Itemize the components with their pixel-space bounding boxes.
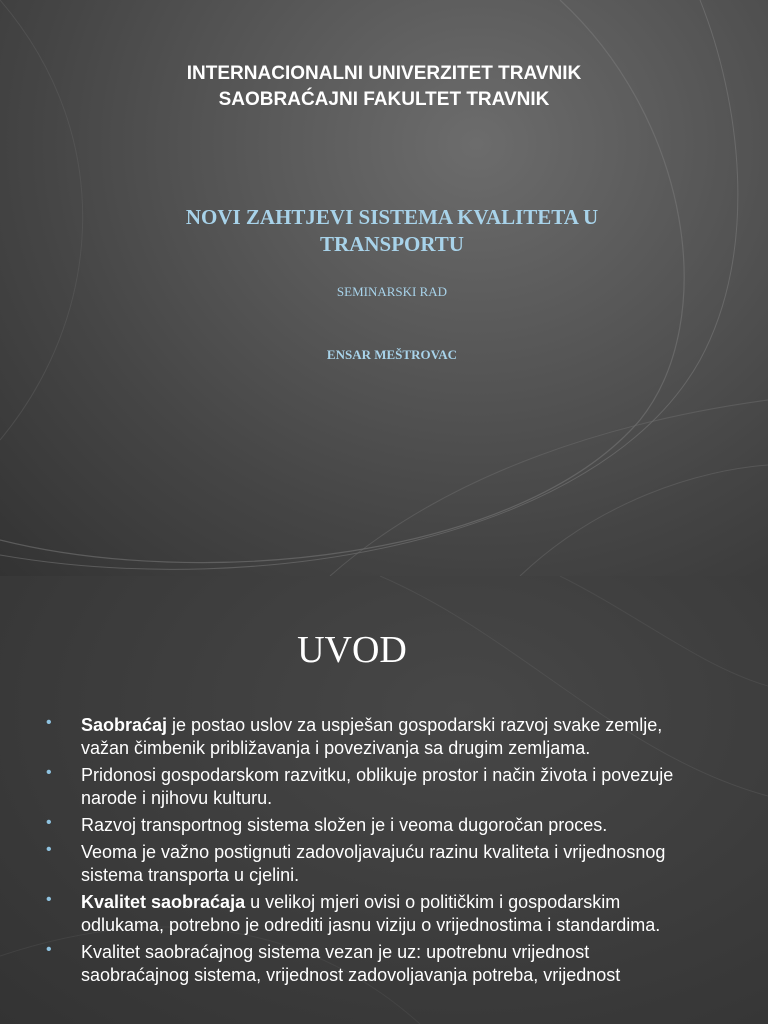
bold-term: Saobraćaj — [81, 715, 168, 735]
bullet-icon: • — [46, 941, 52, 958]
author-name: ENSAR MEŠTROVAC — [326, 347, 458, 362]
list-item — [46, 714, 686, 760]
bullet-text: Razvoj transportnog sistema složen je i veoma dugoročan proces. — [81, 815, 608, 835]
intro-slide — [0, 576, 768, 1024]
list-item — [46, 814, 686, 837]
presentation-title — [0, 204, 768, 258]
bold-term: Kvalitet saobraćaja — [81, 892, 246, 912]
subtitle: SEMINARSKI RAD — [336, 284, 448, 299]
list-item — [46, 764, 686, 810]
bullet-text: Kvalitet saobraćajnog sistema vezan je uz: upotrebnu vrijednost saobraćajnog sistema, vrijednost zadovoljavanja potreba, vrijednost — [81, 942, 621, 985]
bullet-text: u velikoj mjeri ovisi o političkim i gospodarskim odlukama, potrebno je odrediti jasnu viziju o vrijednostima i standardima. — [81, 892, 661, 935]
bullet-text: Pridonosi gospodarskom razvitku, oblikuje prostor i način života i povezuje narode i njihovu kulturu. — [81, 765, 674, 808]
bullet-list — [46, 714, 686, 991]
bullet-icon: • — [46, 714, 52, 731]
title-line-2: TRANSPORTU — [320, 232, 464, 256]
bullet-icon: • — [46, 764, 52, 781]
bullet-text: je postao uslov za uspješan gospodarski razvoj svake zemlje, važan čimbenik približavanja i povezivanja sa drugim zemljama. — [81, 715, 663, 758]
faculty-name: SAOBRAĆAJNI FAKULTET TRAVNIK — [218, 89, 550, 110]
list-item — [46, 941, 686, 987]
bullet-icon: • — [46, 814, 52, 831]
list-item — [46, 891, 686, 937]
bullet-icon: • — [46, 841, 52, 858]
university-name: INTERNACIONALNI UNIVERZITET TRAVNIK — [186, 63, 582, 84]
university-heading — [0, 61, 768, 113]
list-item — [46, 841, 686, 887]
title-line-1: NOVI ZAHTJEVI SISTEMA KVALITETA U — [185, 205, 599, 229]
bullet-text: Veoma je važno postignuti zadovoljavajuću razinu kvaliteta i vrijednosnog sistema transporta u cjelini. — [81, 842, 666, 885]
bullet-icon: • — [46, 891, 52, 908]
slide-heading: UVOD — [297, 629, 407, 671]
